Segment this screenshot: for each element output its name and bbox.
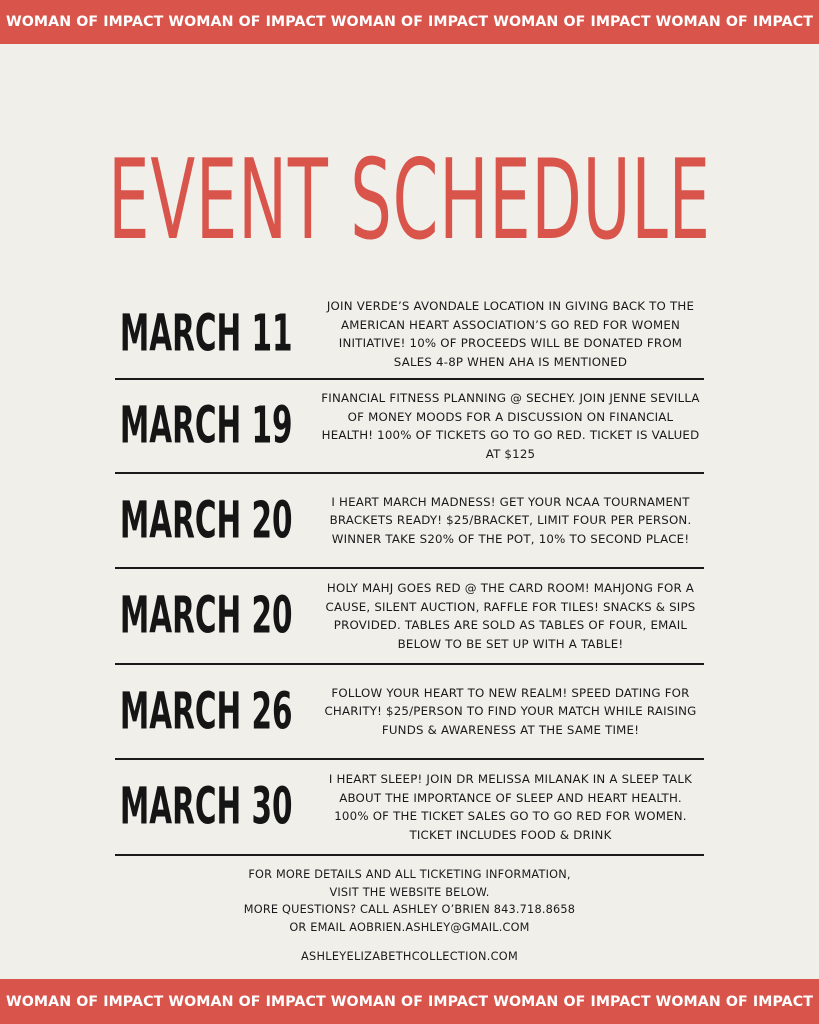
top-banner bbox=[0, 0, 819, 44]
event-description: FOLLOW YOUR HEART TO NEW REALM! SPEED DATING FOR CHARITY! $25/PERSON TO FIND YOUR MATCH WHILE RAISING FUNDS & AWARENESS AT THE SAME TIME! bbox=[324, 685, 697, 737]
website-link[interactable]: ASHLEYELIZABETHCOLLECTION.COM bbox=[300, 950, 519, 963]
footer-email-line: OR EMAIL AOBRIEN.ASHLEY@GMAIL.COM bbox=[289, 920, 530, 934]
bottom-banner-text: WOMAN OF IMPACT WOMAN OF IMPACT WOMAN OF IMPACT WOMAN OF IMPACT WOMAN OF IMPACT bbox=[5, 993, 814, 1010]
event-date: MARCH 30 bbox=[119, 777, 293, 837]
event-row-2 bbox=[115, 380, 704, 474]
event-description: I HEART SLEEP! JOIN DR MELISSA MILANAK IN A SLEEP TALK ABOUT THE IMPORTANCE OF SLEEP AND HEART HEALTH. 100% OF THE TICKET SALES GO TO GO RED FOR WOMEN. TICKET INCLUDES FOOD & DRINK bbox=[328, 772, 693, 842]
event-date: MARCH 26 bbox=[119, 682, 293, 741]
event-row-4 bbox=[115, 569, 704, 665]
event-date: MARCH 11 bbox=[119, 304, 293, 364]
footer-line: VISIT THE WEBSITE BELOW. bbox=[329, 885, 490, 899]
bottom-banner bbox=[0, 979, 819, 1024]
footer-line: FOR MORE DETAILS AND ALL TICKETING INFORMATION, bbox=[248, 868, 571, 881]
event-row-1 bbox=[115, 290, 704, 380]
page-title: EVENT SCHEDULE bbox=[108, 135, 711, 265]
event-row-5 bbox=[115, 665, 704, 760]
event-row-6 bbox=[115, 760, 704, 856]
event-description: HOLY MAHJ GOES RED @ THE CARD ROOM! MAHJONG FOR A CAUSE, SILENT AUCTION, RAFFLE FOR TILES! SNACKS & SIPS PROVIDED. TABLES ARE SOLD AS TABLES OF FOUR, EMAIL BELOW TO BE SET UP WITH A TABLE! bbox=[325, 581, 696, 651]
contact-info bbox=[0, 866, 819, 936]
event-row-3 bbox=[115, 474, 704, 569]
event-description: FINANCIAL FITNESS PLANNING @ SECHEY. JOIN JENNE SEVILLA OF MONEY MOODS FOR A DISCUSSION ON FINANCIAL HEALTH! 100% OF TICKETS GO TO GO RED. TICKET IS VALUED AT $125 bbox=[321, 391, 700, 461]
event-date: MARCH 19 bbox=[119, 396, 293, 456]
event-description: I HEART MARCH MADNESS! GET YOUR NCAA TOURNAMENT BRACKETS READY! $25/BRACKET, LIMIT FOUR PER PERSON. WINNER TAKE S20% OF THE POT, 10% TO SECOND PLACE! bbox=[329, 494, 692, 546]
event-date: MARCH 20 bbox=[119, 586, 293, 646]
top-banner-text: WOMAN OF IMPACT WOMAN OF IMPACT WOMAN OF IMPACT WOMAN OF IMPACT WOMAN OF IMPACT bbox=[5, 14, 814, 30]
event-description: JOIN VERDE’S AVONDALE LOCATION IN GIVING BACK TO THE AMERICAN HEART ASSOCIATION’S GO RED FOR WOMEN INITIATIVE! 10% OF PROCEEDS WILL BE DONATED FROM SALES 4-8P WHEN AHA IS MENTIONED bbox=[326, 299, 695, 369]
footer-line: MORE QUESTIONS? CALL ASHLEY O’BRIEN 843.718.8658 bbox=[243, 903, 576, 916]
event-date: MARCH 20 bbox=[119, 491, 293, 550]
